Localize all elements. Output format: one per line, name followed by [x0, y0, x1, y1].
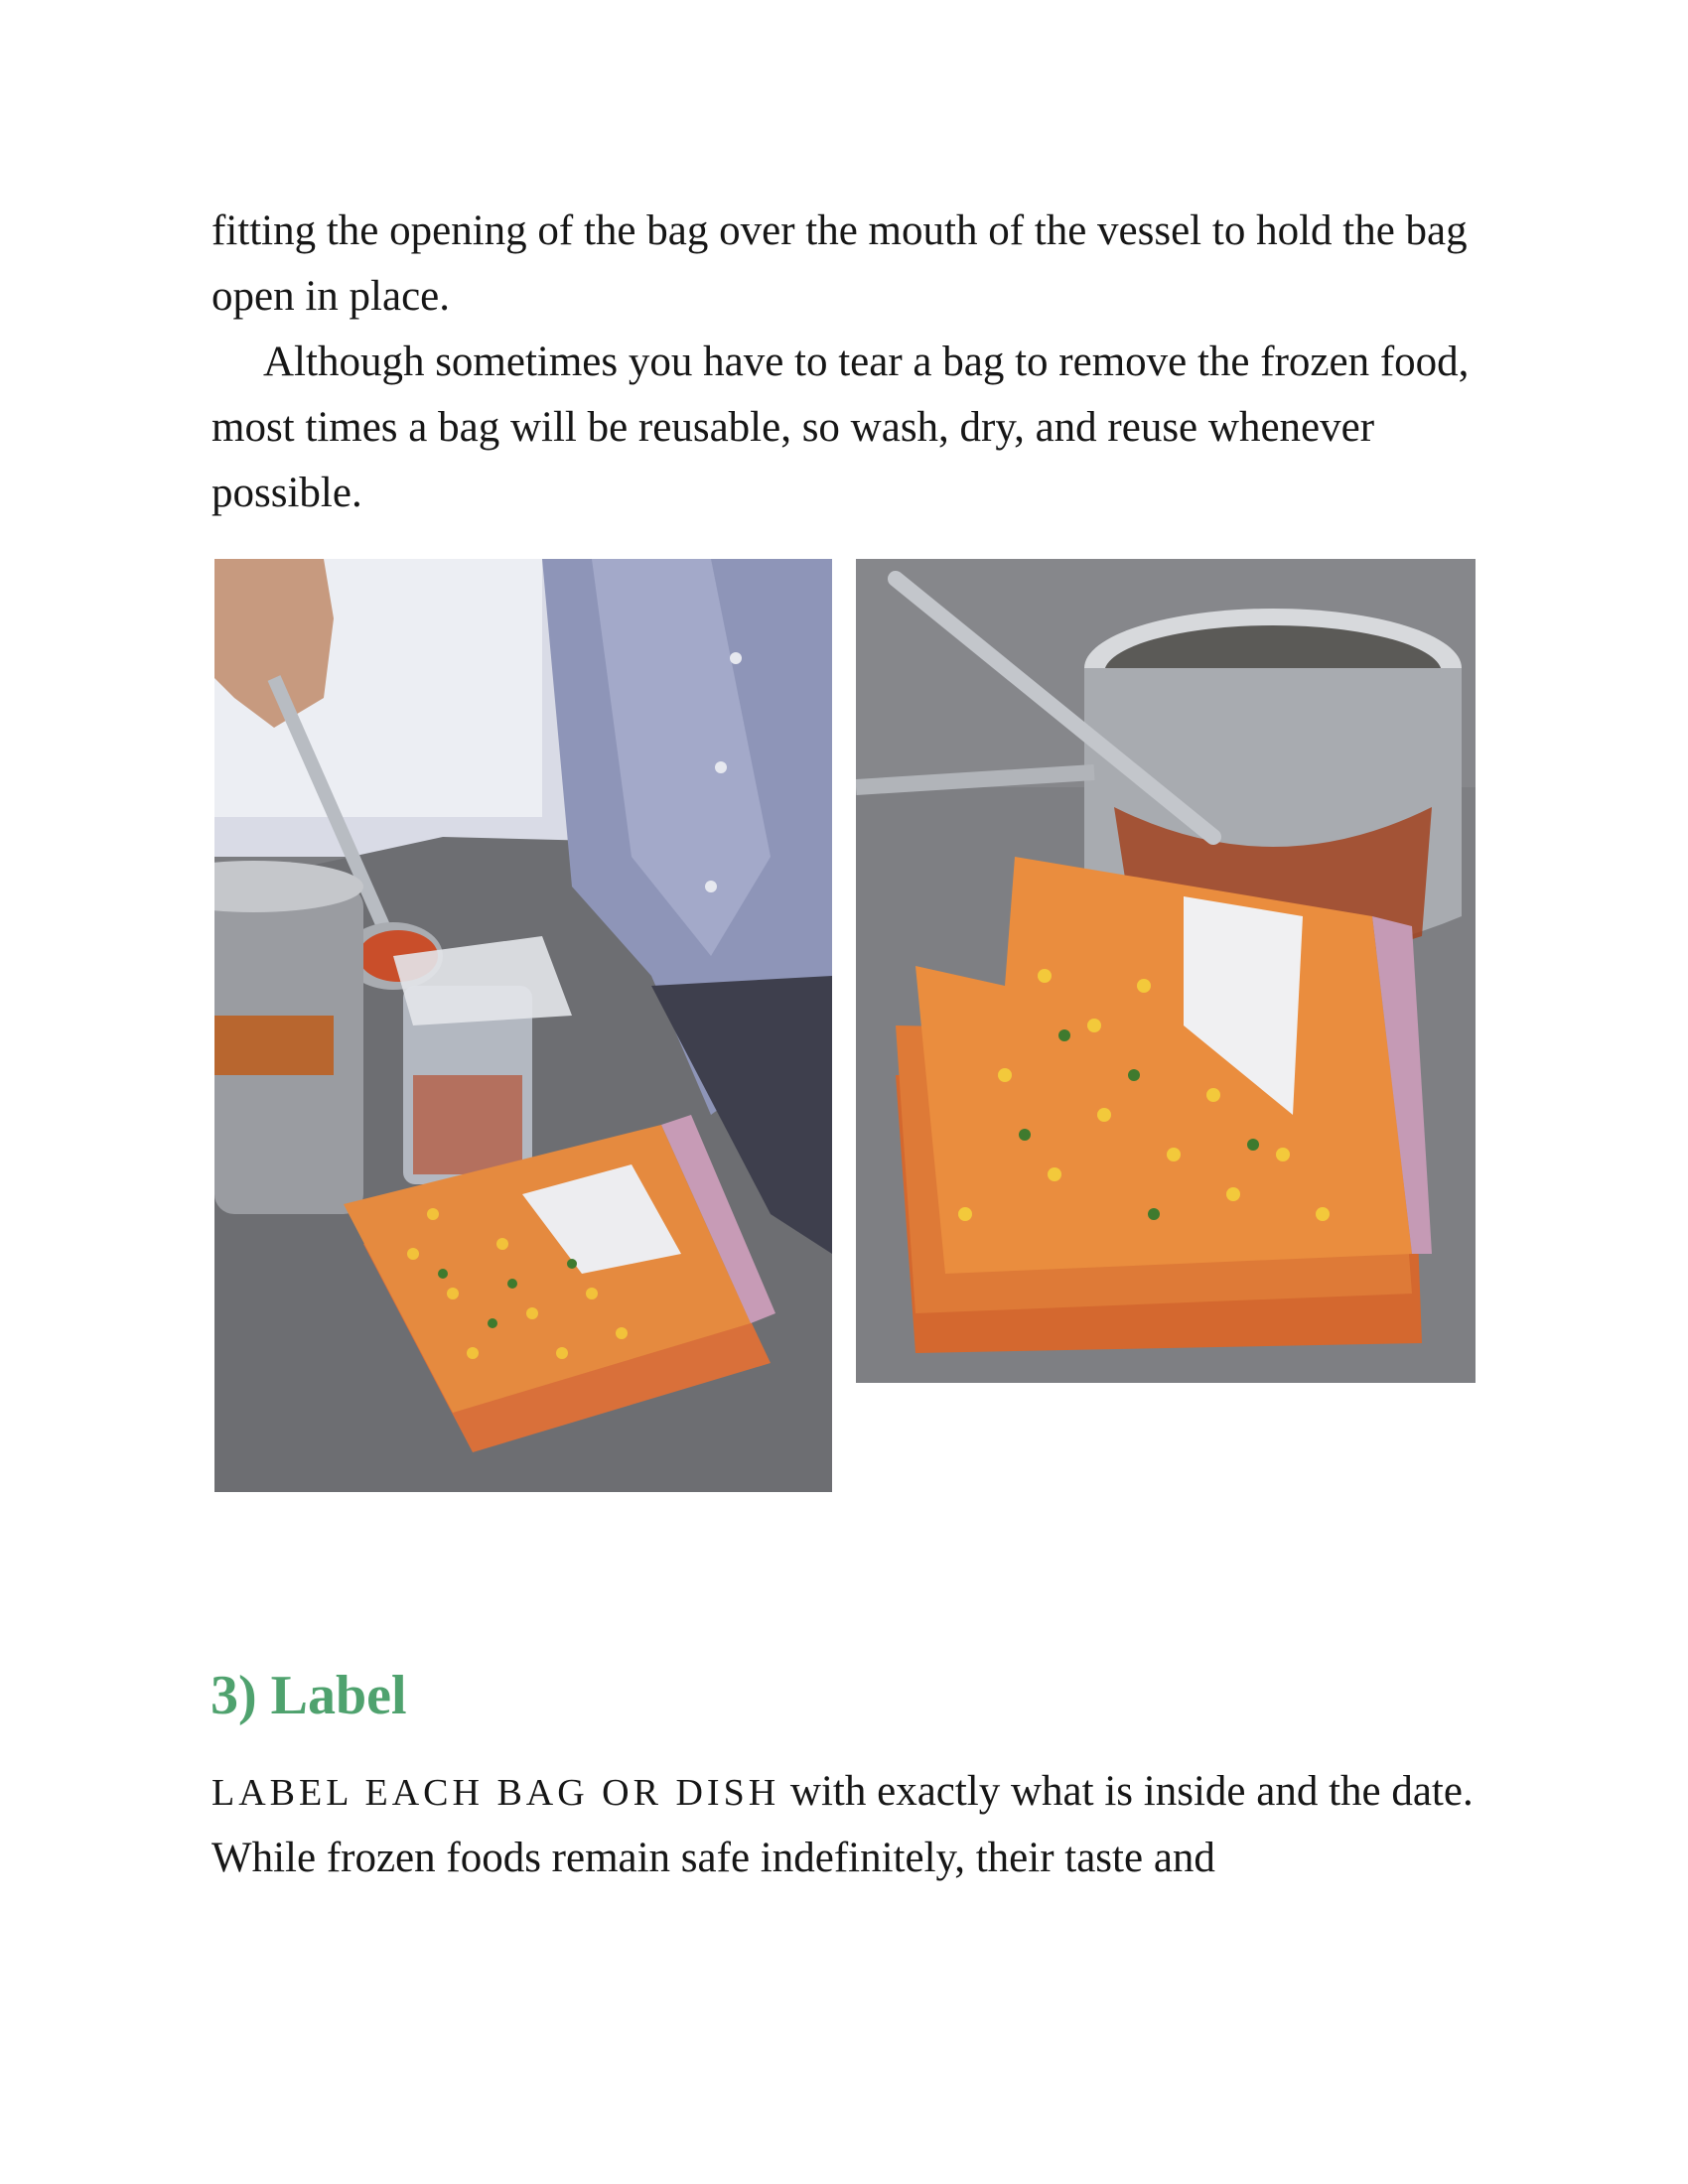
body-paragraph-2: Although sometimes you have to tear a bag to remove the frozen food, most times a bag will be reusable, so wash, dry, and reuse whenever possible. — [211, 339, 1470, 516]
lead-in-caps: LABEL EACH BAG OR DISH — [211, 1772, 780, 1814]
photo-stacked-freezer-bags — [856, 559, 1476, 1383]
photo-right-image — [856, 559, 1476, 1383]
photo-filling-freezer-bag — [214, 559, 832, 1492]
body-paragraph-1: fitting the opening of the bag over the mouth of the vessel to hold the bag open in place. — [211, 207, 1468, 320]
body-paragraph-3-text: with exactly what is inside and the date. While frozen foods remain safe indefinitely, their taste and — [211, 1768, 1474, 1881]
section-heading: 3) Label — [211, 1665, 407, 1726]
body-paragraph-3 — [211, 1759, 1502, 1891]
photo-left-image — [214, 559, 832, 1492]
